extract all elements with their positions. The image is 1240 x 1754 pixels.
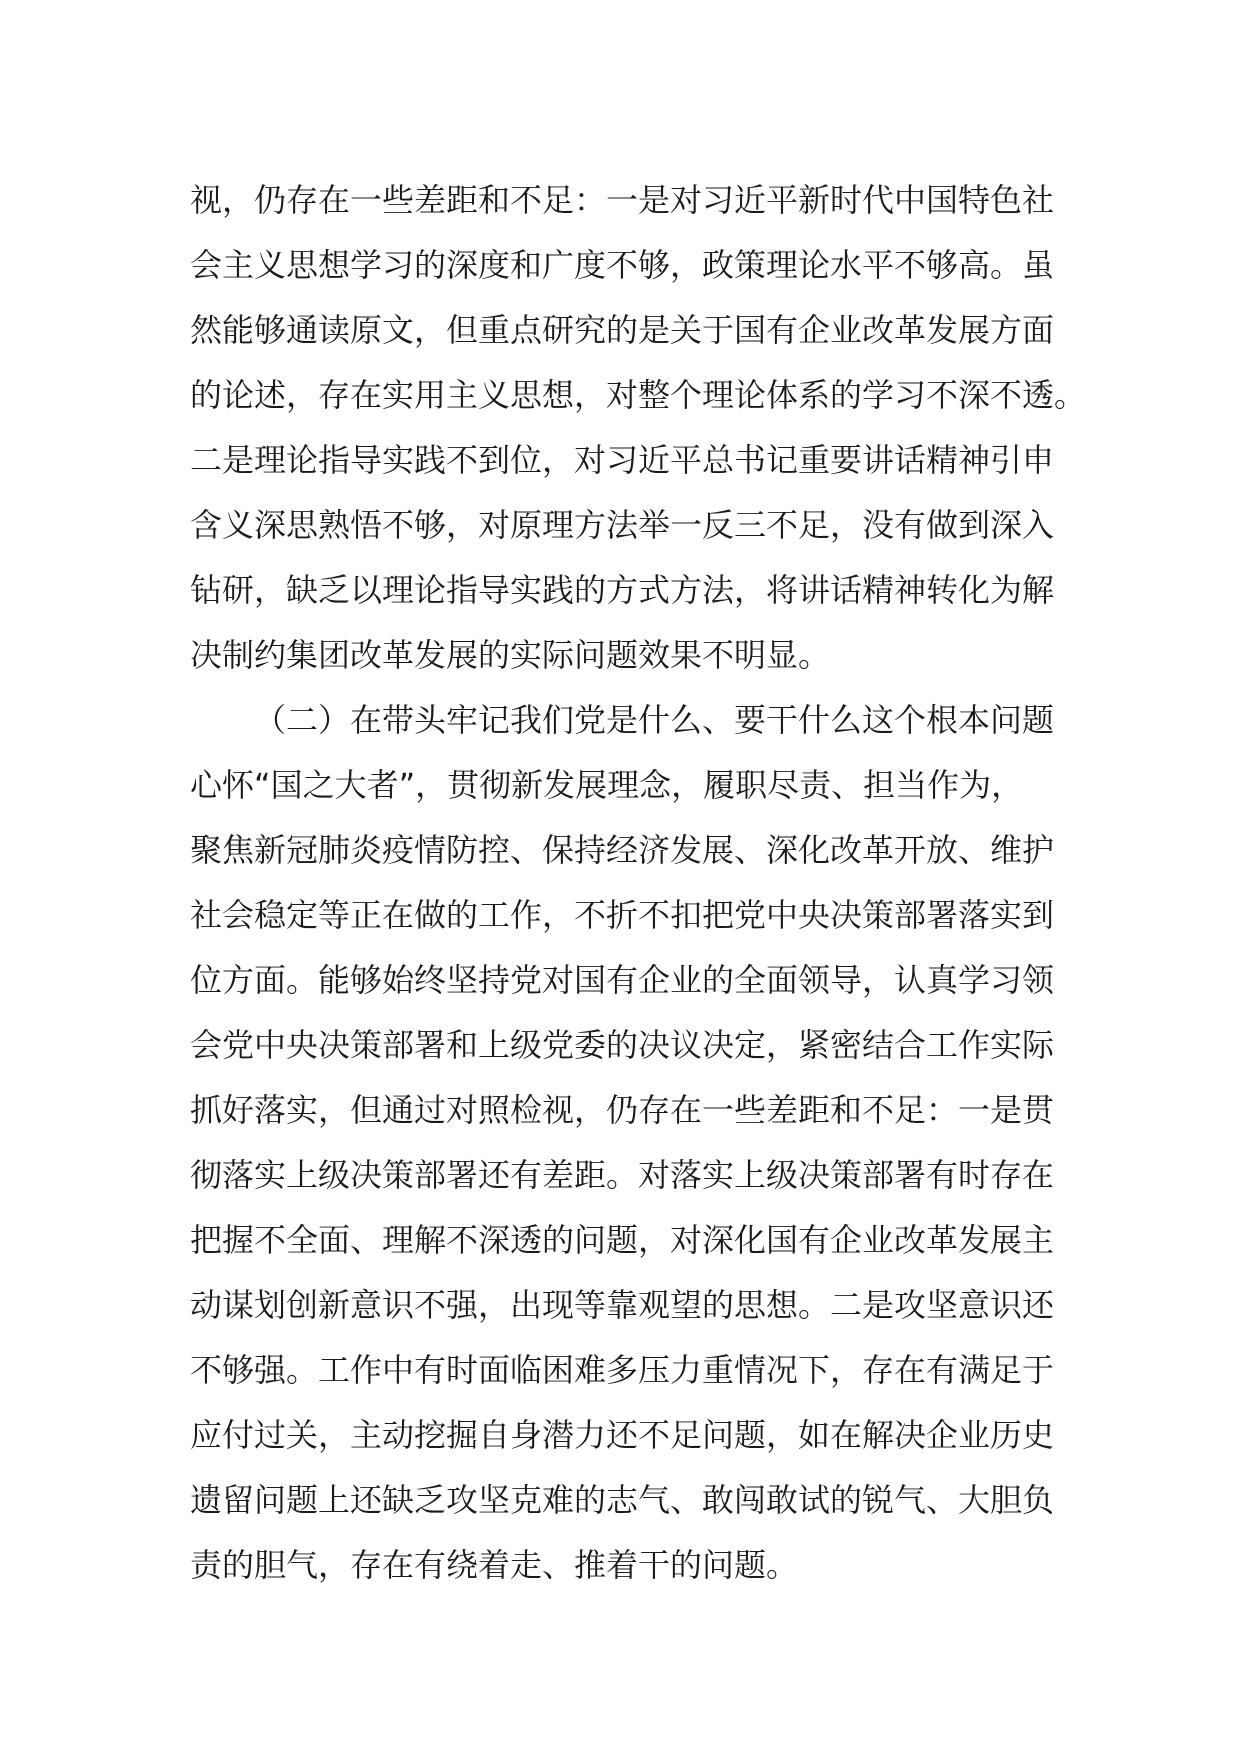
text-line: 责的胆气，存在有绕着走、推着干的问题。 xyxy=(190,1546,799,1584)
text-line: 会主义思想学习的深度和广度不够，政策理论水平不够高。虽 xyxy=(190,246,1055,284)
text-line: 钻研，缺乏以理论指导实践的方式方法，将讲话精神转化为解 xyxy=(190,571,1055,609)
text-line: 含义深思熟悟不够，对原理方法举一反三不足，没有做到深入 xyxy=(190,506,1055,544)
text-line: 社会稳定等正在做的工作，不折不扣把党中央决策部署落实到 xyxy=(190,896,1055,934)
text-line: 彻落实上级决策部署还有差距。对落实上级决策部署有时存在 xyxy=(190,1156,1055,1194)
text-line: 把握不全面、理解不深透的问题，对深化国有企业改革发展主 xyxy=(190,1221,1055,1259)
text-line: 位方面。能够始终坚持党对国有企业的全面领导，认真学习领 xyxy=(190,961,1055,999)
text-line: 然能够通读原文，但重点研究的是关于国有企业改革发展方面 xyxy=(190,311,1055,349)
text-line: 决制约集团改革发展的实际问题效果不明显。 xyxy=(190,636,831,674)
text-line: 会党中央决策部署和上级党委的决议决定，紧密结合工作实际 xyxy=(190,1026,1055,1064)
text-line: 二是理论指导实践不到位，对习近平总书记重要讲话精神引申 xyxy=(190,441,1055,479)
text-line: 心怀“国之大者”，贯彻新发展理念，履职尽责、担当作为， xyxy=(190,766,1024,804)
text-line: 的论述，存在实用主义思想，对整个理论体系的学习不深不透。 xyxy=(190,376,1087,414)
text-line: 遗留问题上还缺乏攻坚克难的志气、敢闯敢试的锐气、大胆负 xyxy=(190,1481,1055,1519)
text-line: 聚焦新冠肺炎疫情防控、保持经济发展、深化改革开放、维护 xyxy=(190,831,1055,869)
text-line: 抓好落实，但通过对照检视，仍存在一些差距和不足：一是贯 xyxy=(190,1091,1055,1129)
text-line: 动谋划创新意识不强，出现等靠观望的思想。二是攻坚意识还 xyxy=(190,1286,1055,1324)
text-line: 不够强。工作中有时面临困难多压力重情况下，存在有满足于 xyxy=(190,1351,1055,1389)
section-heading-line: （二）在带头牢记我们党是什么、要干什么这个根本问题 xyxy=(254,701,1055,739)
text-line: 视，仍存在一些差距和不足：一是对习近平新时代中国特色社 xyxy=(190,181,1055,219)
text-line: 应付过关，主动挖掘自身潜力还不足问题，如在解决企业历史 xyxy=(190,1416,1055,1454)
body-text xyxy=(190,168,1087,1598)
